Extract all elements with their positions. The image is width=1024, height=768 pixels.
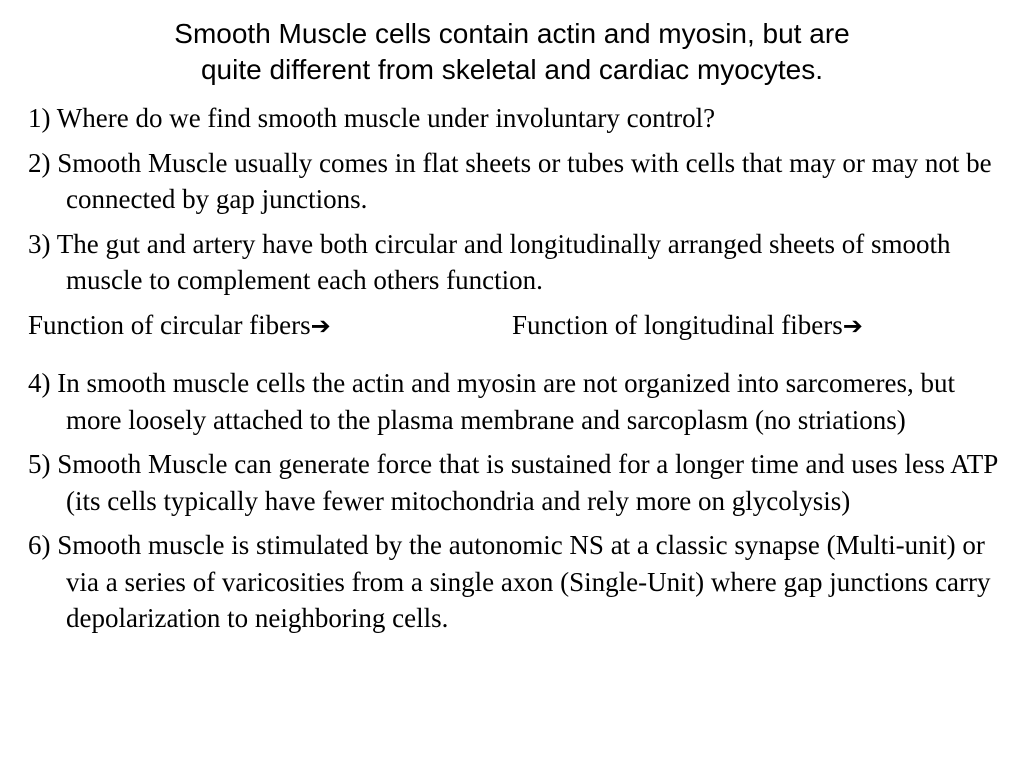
bullet-item-3: 3) The gut and artery have both circular and longitudinally arranged sheets of smooth muscle to complement each others function.: [28, 228, 951, 295]
bullet-item-6: 6) Smooth muscle is stimulated by the autonomic NS at a classic synapse (Multi-unit) or via a series of varicosities from a single axon (Single-Unit) where gap junctions carry depolarization to neighboring cells.: [28, 530, 991, 633]
slide-title: [0, 16, 1024, 88]
bullet-item-4: 4) In smooth muscle cells the actin and myosin are not organized into sarcomeres, but more loosely attached to the plasma membrane and sarcoplasm (no striations): [28, 368, 956, 435]
function-longitudinal-label: Function of longitudinal fibers: [512, 309, 843, 340]
bullet-item-2: 2) Smooth Muscle usually comes in flat sheets or tubes with cells that may or may not be connected by gap junctions.: [28, 147, 992, 214]
function-circular: [28, 307, 331, 345]
bullet-item-5: 5) Smooth Muscle can generate force that is sustained for a longer time and uses less ATP (its cells typically have fewer mitochondria and rely more on glycolysis): [28, 449, 998, 516]
title-line-1: Smooth Muscle cells contain actin and myosin, but are: [174, 18, 850, 49]
slide-body: [28, 100, 1003, 645]
function-longitudinal: [512, 307, 863, 345]
right-arrow-icon: ➔: [310, 311, 331, 340]
title-line-2: quite different from skeletal and cardiac myocytes.: [200, 54, 823, 85]
function-row: [28, 307, 1003, 344]
bullet-item-1: 1) Where do we find smooth muscle under involuntary control?: [28, 103, 716, 133]
function-circular-label: Function of circular fibers: [28, 309, 311, 340]
right-arrow-icon: ➔: [842, 311, 863, 340]
